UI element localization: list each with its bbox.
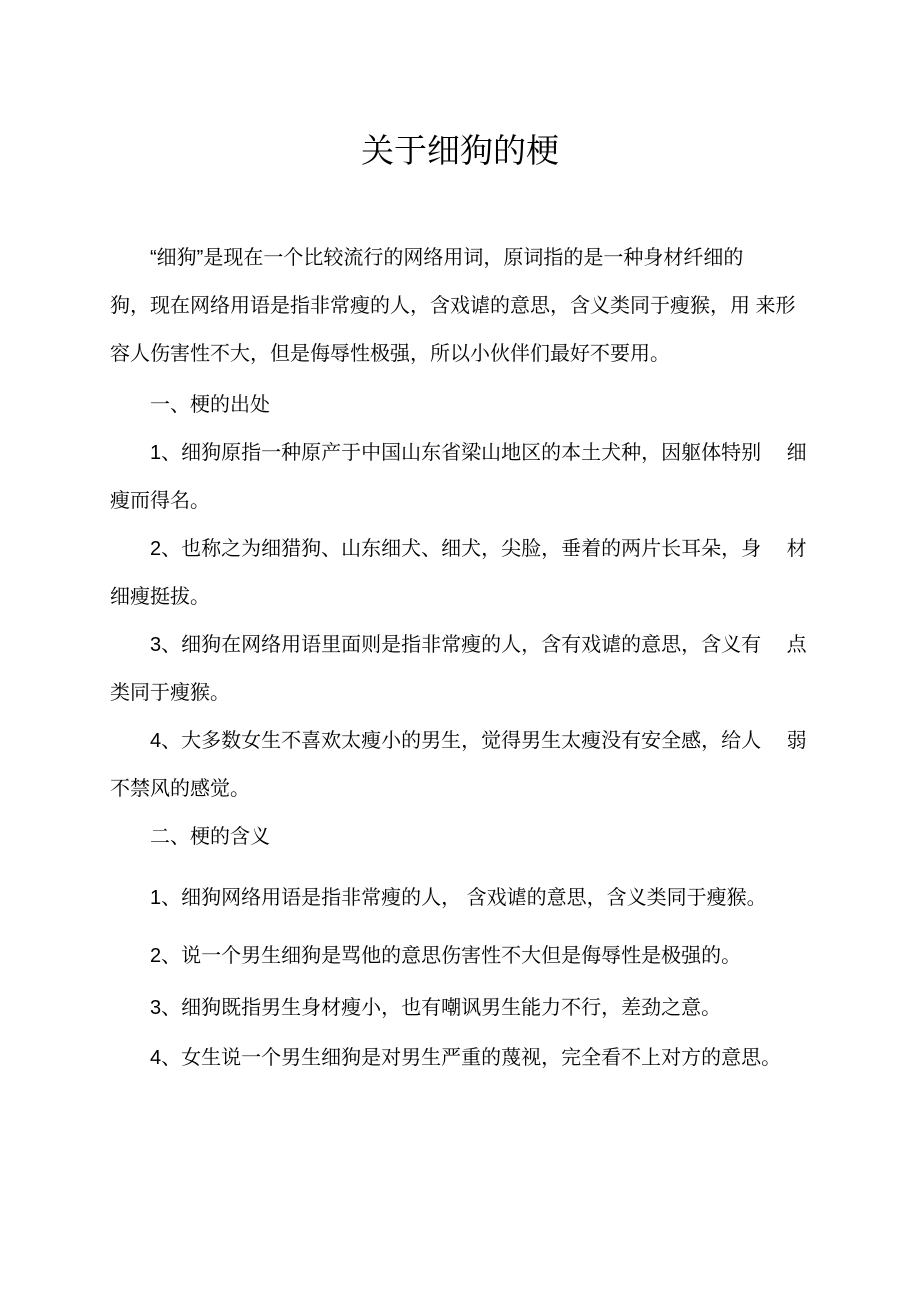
section-1-item-3-line-2: 类同于瘦猴。 xyxy=(110,682,230,704)
document-body xyxy=(110,234,820,1082)
section-2-item-4 xyxy=(110,1034,820,1082)
section-1-item-4 xyxy=(110,717,820,813)
intro-line-1: “细狗”是现在一个比较流行的网络用词，原词指的是一种身材纤细的 xyxy=(150,247,744,269)
intro-line-2: 狗，现在网络用语是指非常瘦的人，含戏谑的意思，含义类同于瘦猴，用 来形 xyxy=(110,295,796,317)
document-title: 关于细狗的梗 xyxy=(361,132,559,169)
section-1-item-3-line-1: 3、细狗在网络用语里面则是指非常瘦的人，含有戏谑的意思，含义有 点 xyxy=(150,634,807,656)
section-1-item-2-line-2: 细瘦挺拔。 xyxy=(110,586,210,608)
section-1-item-4-line-1: 4、大多数女生不喜欢太瘦小的男生，觉得男生太瘦没有安全感，给人 弱 xyxy=(150,730,807,752)
section-2-item-4-line-1: 4、女生说一个男生细狗是对男生严重的蔑视，完全看不上对方的意思。 xyxy=(150,1047,782,1069)
section-1-item-1-line-1: 1、细狗原指一种原产于中国山东省梁山地区的本土犬种，因躯体特别 细 xyxy=(150,442,807,464)
section-2-item-3-line-1: 3、细狗既指男生身材瘦小，也有嘲讽男生能力不行，差劲之意。 xyxy=(150,997,722,1019)
section-2-item-1-line-1: 1、细狗网络用语是指非常瘦的人， 含戏谑的意思，含义类同于瘦猴。 xyxy=(150,887,767,909)
section-1-item-2 xyxy=(110,525,820,621)
section-2-item-2-line-1: 2、说一个男生细狗是骂他的意思伤害性不大但是侮辱性是极强的。 xyxy=(150,945,742,967)
section-2-item-1 xyxy=(110,874,820,922)
section-2-item-2 xyxy=(110,932,820,980)
intro-paragraph xyxy=(110,234,820,378)
section-1-item-1-line-2: 瘦而得名。 xyxy=(110,490,210,512)
section-1-item-4-line-2: 不禁风的感觉。 xyxy=(110,778,250,800)
section-2-heading: 二、梗的含义 xyxy=(150,826,270,848)
section-1-item-1 xyxy=(110,429,820,525)
section-1-heading: 一、梗的出处 xyxy=(150,394,270,416)
section-1-item-2-line-1: 2、也称之为细猎狗、山东细犬、细犬，尖脸，垂着的两片长耳朵，身 材 xyxy=(150,538,807,560)
section-2-item-3 xyxy=(110,984,820,1032)
intro-line-3: 容人伤害性不大，但是侮辱性极强，所以小伙伴们最好不要用。 xyxy=(110,343,670,365)
section-1-item-3 xyxy=(110,621,820,717)
